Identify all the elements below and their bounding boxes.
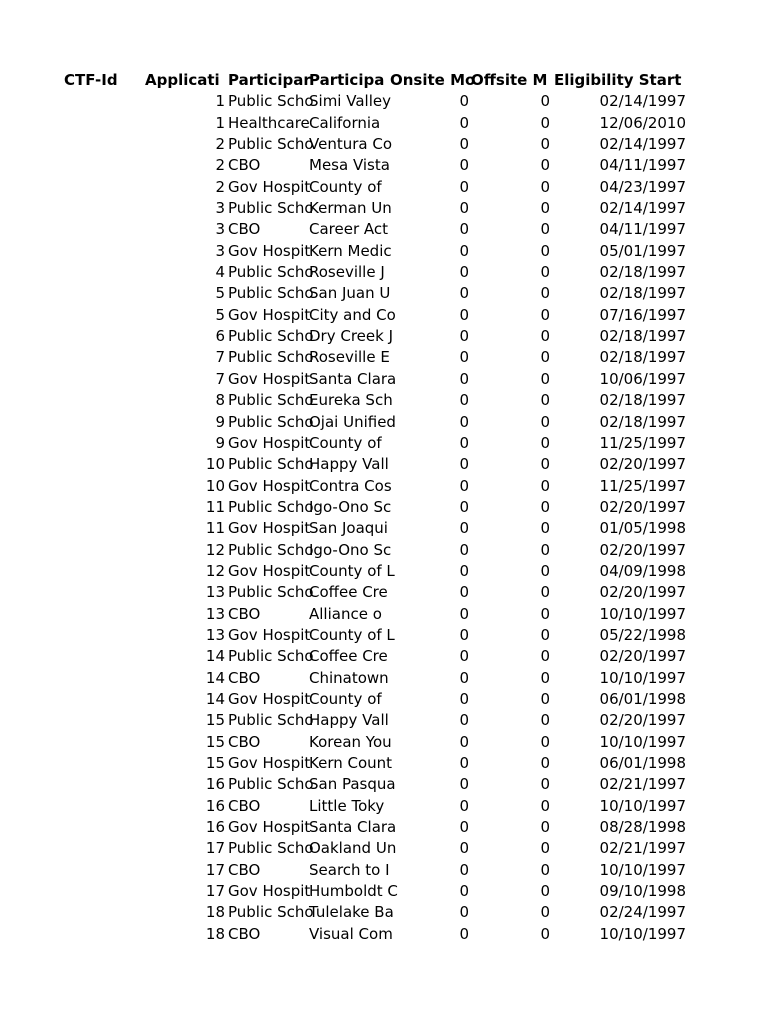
cell-eligibility-start: 02/18/1997 [599,412,686,431]
cell-onsite: 0 [459,882,469,901]
header-eligibility-start: Eligibility Start [554,71,682,89]
cell-application-id: 12 [205,561,225,580]
cell-participant-name: County of [309,433,382,452]
cell-participant-type: Public Scho [228,839,314,858]
cell-participant-name: Search to I [309,860,390,879]
cell-offsite: 0 [540,711,550,730]
cell-participant-name: Ojai Unified [309,412,396,431]
cell-participant-type: Gov Hospit [228,369,311,388]
cell-offsite: 0 [540,241,550,260]
cell-participant-name: County of L [309,625,395,644]
cell-onsite: 0 [459,903,469,922]
cell-participant-type: Public Scho [228,284,314,303]
cell-application-id: 3 [215,220,225,239]
cell-application-id: 3 [215,199,225,218]
cell-eligibility-start: 02/18/1997 [599,327,686,346]
cell-onsite: 0 [459,135,469,154]
table-row [0,134,768,155]
cell-offsite: 0 [540,625,550,644]
cell-offsite: 0 [540,775,550,794]
cell-onsite: 0 [459,818,469,837]
cell-participant-type: Public Scho [228,647,314,666]
cell-eligibility-start: 12/06/2010 [599,113,686,132]
cell-participant-type: Gov Hospit [228,561,311,580]
cell-participant-name: Coffee Cre [309,647,388,666]
cell-participant-name: Kern Medic [309,241,392,260]
cell-onsite: 0 [459,92,469,111]
cell-application-id: 11 [205,519,225,538]
table-row [0,155,768,176]
cell-application-id: 3 [215,241,225,260]
table-row [0,326,768,347]
cell-offsite: 0 [540,92,550,111]
cell-participant-type: Public Scho [228,263,314,282]
cell-onsite: 0 [459,284,469,303]
cell-eligibility-start: 02/24/1997 [599,903,686,922]
header-offsite: Offsite M [471,71,548,89]
cell-participant-name: City and Co [309,305,396,324]
cell-application-id: 14 [205,647,225,666]
cell-participant-name: Eureka Sch [309,391,393,410]
cell-participant-type: Gov Hospit [228,882,311,901]
cell-onsite: 0 [459,263,469,282]
cell-participant-type: Public Scho [228,199,314,218]
table-body [0,91,768,945]
cell-participant-type: Gov Hospit [228,689,311,708]
cell-participant-type: Public Scho [228,583,314,602]
table-row [0,219,768,240]
cell-application-id: 18 [205,903,225,922]
cell-eligibility-start: 02/20/1997 [599,711,686,730]
cell-participant-type: CBO [228,156,261,175]
cell-application-id: 16 [205,796,225,815]
table-row [0,476,768,497]
cell-participant-name: Roseville J [309,263,385,282]
cell-onsite: 0 [459,583,469,602]
cell-eligibility-start: 10/10/1997 [599,860,686,879]
cell-application-id: 17 [205,839,225,858]
cell-application-id: 12 [205,540,225,559]
cell-onsite: 0 [459,348,469,367]
table-row [0,817,768,838]
cell-offsite: 0 [540,156,550,175]
cell-participant-type: Gov Hospit [228,519,311,538]
cell-application-id: 17 [205,882,225,901]
table-row [0,283,768,304]
cell-eligibility-start: 04/23/1997 [599,177,686,196]
cell-eligibility-start: 02/14/1997 [599,135,686,154]
cell-eligibility-start: 09/10/1998 [599,882,686,901]
table-row [0,412,768,433]
cell-participant-type: Gov Hospit [228,818,311,837]
cell-participant-type: Public Scho [228,135,314,154]
cell-eligibility-start: 10/10/1997 [599,732,686,751]
cell-participant-type: Public Scho [228,92,314,111]
cell-application-id: 10 [205,476,225,495]
cell-participant-type: Public Scho [228,711,314,730]
cell-offsite: 0 [540,860,550,879]
cell-participant-type: CBO [228,796,261,815]
cell-eligibility-start: 02/21/1997 [599,839,686,858]
cell-application-id: 16 [205,775,225,794]
header-row [0,70,768,91]
header-participant-type: Participar [228,71,311,89]
table-row [0,369,768,390]
cell-eligibility-start: 04/09/1998 [599,561,686,580]
cell-application-id: 13 [205,625,225,644]
cell-application-id: 9 [215,412,225,431]
cell-participant-name: Roseville E [309,348,390,367]
table-row [0,838,768,859]
cell-participant-name: Little Toky [309,796,385,815]
cell-application-id: 5 [215,284,225,303]
table-row [0,518,768,539]
cell-application-id: 2 [215,156,225,175]
cell-offsite: 0 [540,476,550,495]
cell-participant-name: Kern Count [309,754,393,772]
cell-participant-name: Humboldt C [309,882,398,901]
cell-participant-type: Public Scho [228,455,314,474]
cell-offsite: 0 [540,220,550,239]
cell-onsite: 0 [459,391,469,410]
cell-application-id: 14 [205,689,225,708]
table-row [0,796,768,817]
cell-eligibility-start: 02/18/1997 [599,391,686,410]
cell-eligibility-start: 10/10/1997 [599,668,686,687]
cell-offsite: 0 [540,647,550,666]
cell-onsite: 0 [459,241,469,260]
cell-offsite: 0 [540,433,550,452]
cell-application-id: 15 [205,711,225,730]
cell-eligibility-start: 10/10/1997 [599,796,686,815]
cell-onsite: 0 [459,839,469,858]
cell-participant-name: County of [309,177,382,196]
cell-offsite: 0 [540,263,550,282]
cell-eligibility-start: 11/25/1997 [599,433,686,452]
cell-eligibility-start: 06/01/1998 [599,689,686,708]
cell-onsite: 0 [459,519,469,538]
cell-participant-name: Korean You [309,732,392,751]
cell-onsite: 0 [459,497,469,516]
table-row [0,198,768,219]
cell-offsite: 0 [540,583,550,602]
cell-participant-type: Gov Hospit [228,625,311,644]
cell-offsite: 0 [540,455,550,474]
cell-eligibility-start: 02/18/1997 [599,263,686,282]
table-row [0,241,768,262]
cell-participant-type: CBO [228,860,261,879]
cell-application-id: 7 [215,369,225,388]
cell-eligibility-start: 02/20/1997 [599,455,686,474]
cell-eligibility-start: 02/20/1997 [599,540,686,559]
cell-participant-name: Santa Clara [309,818,397,837]
cell-participant-type: Gov Hospit [228,241,311,260]
cell-eligibility-start: 06/01/1998 [599,754,686,772]
cell-onsite: 0 [459,305,469,324]
cell-participant-type: Public Scho [228,775,314,794]
cell-onsite: 0 [459,689,469,708]
cell-participant-type: CBO [228,924,261,943]
cell-eligibility-start: 04/11/1997 [599,220,686,239]
cell-onsite: 0 [459,412,469,431]
table-row [0,625,768,646]
cell-eligibility-start: 11/25/1997 [599,476,686,495]
table-row [0,604,768,625]
header-onsite: Onsite Mo [390,71,476,89]
cell-offsite: 0 [540,668,550,687]
cell-offsite: 0 [540,391,550,410]
cell-participant-type: CBO [228,220,261,239]
cell-application-id: 1 [215,92,225,111]
table-row [0,668,768,689]
table-row [0,390,768,411]
table-row [0,177,768,198]
table-row [0,262,768,283]
cell-application-id: 14 [205,668,225,687]
cell-onsite: 0 [459,561,469,580]
cell-onsite: 0 [459,455,469,474]
cell-participant-name: Contra Cos [309,476,392,495]
cell-participant-type: Public Scho [228,412,314,431]
cell-application-id: 17 [205,860,225,879]
cell-participant-type: Public Scho [228,903,314,922]
cell-onsite: 0 [459,668,469,687]
cell-participant-type: Gov Hospit [228,433,311,452]
cell-eligibility-start: 01/05/1998 [599,519,686,538]
cell-offsite: 0 [540,327,550,346]
header-participant-name: Participa [309,71,385,89]
table-row [0,433,768,454]
cell-onsite: 0 [459,860,469,879]
cell-eligibility-start: 02/18/1997 [599,348,686,367]
cell-participant-name: Tulelake Ba [309,903,394,922]
cell-application-id: 13 [205,583,225,602]
cell-onsite: 0 [459,924,469,943]
cell-participant-name: California [309,113,381,132]
cell-offsite: 0 [540,305,550,324]
cell-offsite: 0 [540,604,550,623]
cell-onsite: 0 [459,177,469,196]
cell-eligibility-start: 02/20/1997 [599,583,686,602]
spreadsheet [0,70,768,945]
cell-onsite: 0 [459,754,469,772]
cell-participant-type: Gov Hospit [228,476,311,495]
table-row [0,497,768,518]
cell-participant-type: Gov Hospit [228,177,311,196]
table-row [0,689,768,710]
cell-onsite: 0 [459,625,469,644]
table-row [0,860,768,881]
table-row [0,753,768,774]
cell-application-id: 10 [205,455,225,474]
cell-participant-name: San Joaqui [309,519,388,538]
cell-application-id: 13 [205,604,225,623]
cell-eligibility-start: 07/16/1997 [599,305,686,324]
cell-offsite: 0 [540,177,550,196]
cell-eligibility-start: 05/01/1997 [599,241,686,260]
cell-offsite: 0 [540,369,550,388]
cell-participant-name: San Juan U [309,284,391,303]
cell-offsite: 0 [540,199,550,218]
table-row [0,347,768,368]
cell-onsite: 0 [459,775,469,794]
cell-participant-type: Public Scho [228,327,314,346]
cell-onsite: 0 [459,476,469,495]
cell-application-id: 2 [215,135,225,154]
cell-participant-name: Ventura Co [309,135,392,154]
cell-participant-name: Simi Valley [309,92,391,111]
cell-onsite: 0 [459,113,469,132]
cell-participant-type: Public Scho [228,348,314,367]
cell-onsite: 0 [459,369,469,388]
cell-onsite: 0 [459,604,469,623]
cell-onsite: 0 [459,156,469,175]
cell-eligibility-start: 10/10/1997 [599,604,686,623]
cell-offsite: 0 [540,903,550,922]
table-row [0,540,768,561]
table-row [0,710,768,731]
cell-onsite: 0 [459,220,469,239]
cell-offsite: 0 [540,497,550,516]
cell-application-id: 5 [215,305,225,324]
cell-application-id: 11 [205,497,225,516]
cell-eligibility-start: 02/20/1997 [599,497,686,516]
cell-onsite: 0 [459,711,469,730]
cell-application-id: 6 [215,327,225,346]
cell-participant-type: CBO [228,604,261,623]
cell-participant-type: Public Scho [228,497,314,516]
cell-offsite: 0 [540,348,550,367]
cell-participant-name: Visual Com [309,924,393,943]
table-row [0,113,768,134]
cell-participant-type: Public Scho [228,540,314,559]
cell-onsite: 0 [459,647,469,666]
cell-onsite: 0 [459,199,469,218]
cell-offsite: 0 [540,284,550,303]
cell-participant-type: Public Scho [228,391,314,410]
cell-application-id: 2 [215,177,225,196]
cell-participant-name: Igo-Ono Sc [309,540,392,559]
cell-application-id: 16 [205,818,225,837]
cell-onsite: 0 [459,433,469,452]
cell-participant-name: County of [309,689,382,708]
table-row [0,924,768,945]
cell-offsite: 0 [540,561,550,580]
cell-eligibility-start: 08/28/1998 [599,818,686,837]
cell-eligibility-start: 02/20/1997 [599,647,686,666]
header-application: Applicati [145,71,220,89]
table-row [0,881,768,902]
cell-eligibility-start: 02/18/1997 [599,284,686,303]
table-row [0,305,768,326]
cell-participant-name: Coffee Cre [309,583,388,602]
cell-participant-name: Alliance o [309,604,382,623]
cell-participant-name: San Pasqua [309,775,396,794]
cell-participant-name: Igo-Ono Sc [309,497,392,516]
cell-offsite: 0 [540,113,550,132]
cell-offsite: 0 [540,818,550,837]
cell-participant-name: Happy Vall [309,455,389,474]
cell-application-id: 15 [205,754,225,772]
cell-participant-name: County of L [309,561,395,580]
cell-eligibility-start: 04/11/1997 [599,156,686,175]
table-row [0,561,768,582]
cell-participant-name: Mesa Vista [309,156,390,175]
cell-eligibility-start: 10/06/1997 [599,369,686,388]
cell-application-id: 7 [215,348,225,367]
cell-offsite: 0 [540,754,550,772]
cell-onsite: 0 [459,732,469,751]
cell-participant-type: CBO [228,668,261,687]
cell-offsite: 0 [540,412,550,431]
cell-offsite: 0 [540,796,550,815]
table-row [0,732,768,753]
cell-onsite: 0 [459,796,469,815]
cell-offsite: 0 [540,882,550,901]
cell-eligibility-start: 02/14/1997 [599,92,686,111]
cell-offsite: 0 [540,924,550,943]
cell-participant-name: Santa Clara [309,369,397,388]
cell-participant-name: Happy Vall [309,711,389,730]
cell-eligibility-start: 02/14/1997 [599,199,686,218]
cell-application-id: 18 [205,924,225,943]
cell-application-id: 9 [215,433,225,452]
cell-participant-name: Chinatown [309,668,389,687]
table-row [0,454,768,475]
table-row [0,91,768,112]
cell-application-id: 4 [215,263,225,282]
cell-participant-name: Dry Creek J [309,327,394,346]
cell-offsite: 0 [540,540,550,559]
cell-eligibility-start: 02/21/1997 [599,775,686,794]
table-row [0,582,768,603]
cell-offsite: 0 [540,732,550,751]
cell-offsite: 0 [540,135,550,154]
cell-eligibility-start: 10/10/1997 [599,924,686,943]
cell-onsite: 0 [459,540,469,559]
cell-participant-name: Oakland Un [309,839,397,858]
cell-application-id: 15 [205,732,225,751]
cell-participant-name: Career Act [309,220,389,239]
cell-offsite: 0 [540,839,550,858]
cell-application-id: 8 [215,391,225,410]
table-row [0,902,768,923]
cell-participant-name: Kerman Un [309,199,392,218]
cell-participant-type: CBO [228,732,261,751]
header-ctf-id: CTF-Id [64,71,118,89]
table-row [0,774,768,795]
cell-onsite: 0 [459,327,469,346]
cell-participant-type: Healthcare [228,113,310,132]
cell-offsite: 0 [540,519,550,538]
cell-participant-type: Gov Hospit [228,754,311,772]
cell-application-id: 1 [215,113,225,132]
cell-offsite: 0 [540,689,550,708]
cell-eligibility-start: 05/22/1998 [599,625,686,644]
cell-participant-type: Gov Hospit [228,305,311,324]
table-row [0,646,768,667]
